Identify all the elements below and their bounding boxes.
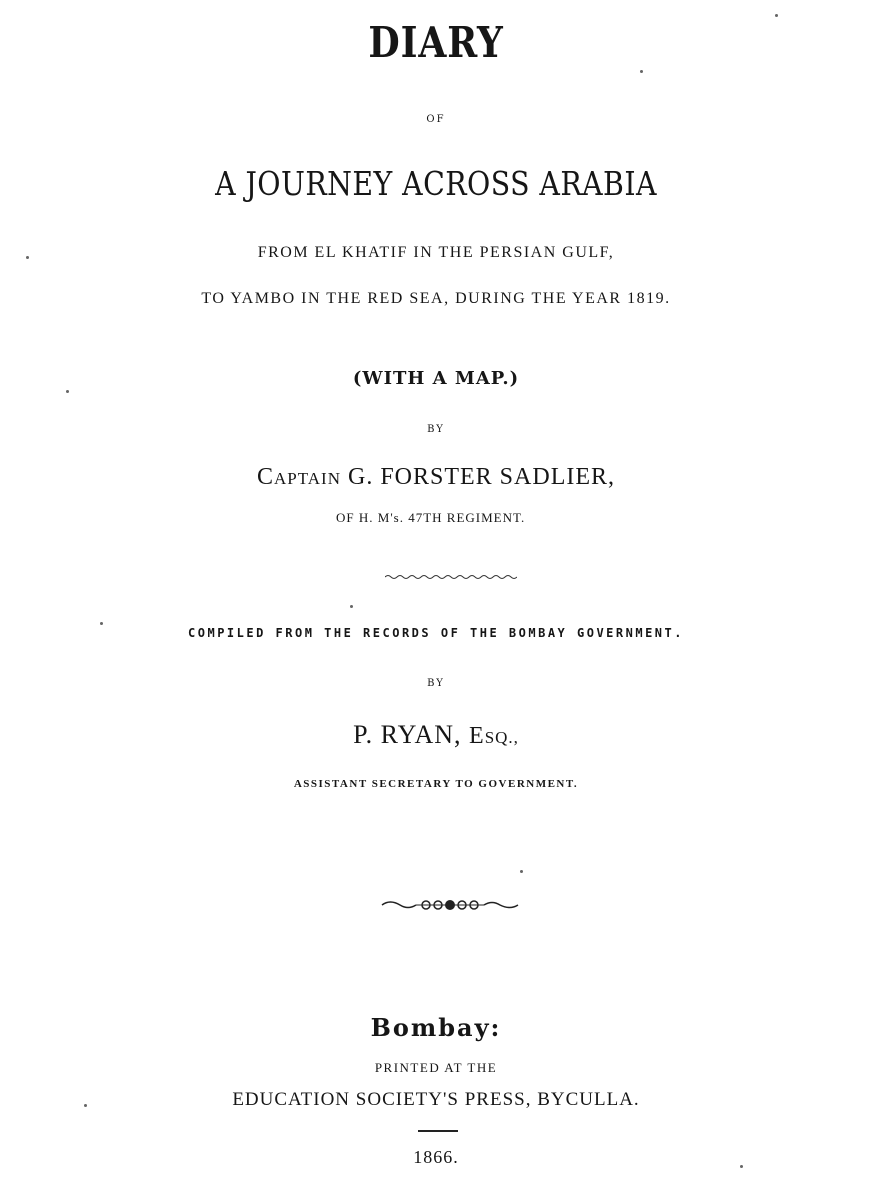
author-rank-cap: C xyxy=(256,464,274,490)
editor-line xyxy=(0,720,872,750)
route-line-1: FROM EL KHATIF IN THE PERSIAN GULF, xyxy=(257,244,615,261)
by-connector-author: BY xyxy=(427,424,445,435)
editor-suffix-cap: E xyxy=(469,723,485,749)
scan-speck xyxy=(520,870,523,873)
editor-suffix-rest: SQ., xyxy=(484,728,519,747)
scan-speck xyxy=(640,70,643,73)
scan-speck xyxy=(66,390,69,393)
book-subtitle: A JOURNEY ACROSS ARABIA xyxy=(215,164,657,203)
author-regiment: OF H. M's. 47TH REGIMENT. xyxy=(336,510,526,525)
author-rank-rest: APTAIN xyxy=(274,469,341,488)
scan-speck xyxy=(775,14,778,17)
compiled-from-line: COMPILED FROM THE RECORDS OF THE BOMBAY GOVERNMENT. xyxy=(188,626,684,640)
route-line-2: TO YAMBO IN THE RED SEA, DURING THE YEAR 1819. xyxy=(201,290,671,307)
of-connector: OF xyxy=(426,114,446,125)
scan-speck xyxy=(740,1165,743,1168)
printers-ornament xyxy=(380,895,520,915)
editor-role: ASSISTANT SECRETARY TO GOVERNMENT. xyxy=(293,778,579,790)
imprint-printed-at: PRINTED AT THE xyxy=(374,1060,498,1075)
book-title: DIARY xyxy=(368,18,504,67)
wavy-rule-divider xyxy=(385,574,517,580)
scan-speck xyxy=(84,1104,87,1107)
author-line xyxy=(0,464,872,491)
scan-speck xyxy=(350,605,353,608)
scan-speck xyxy=(100,622,103,625)
short-rule xyxy=(418,1130,458,1132)
by-connector-editor: BY xyxy=(427,678,445,689)
imprint-press: EDUCATION SOCIETY'S PRESS, BYCULLA. xyxy=(232,1089,640,1110)
editor-name: P. RYAN, xyxy=(353,720,462,749)
imprint-city: Bombay: xyxy=(370,1013,502,1042)
scan-speck xyxy=(26,256,29,259)
author-name: G. FORSTER SADLIER, xyxy=(347,464,616,490)
imprint-year: 1866. xyxy=(413,1147,459,1167)
map-note: (WITH A MAP.) xyxy=(352,368,520,389)
